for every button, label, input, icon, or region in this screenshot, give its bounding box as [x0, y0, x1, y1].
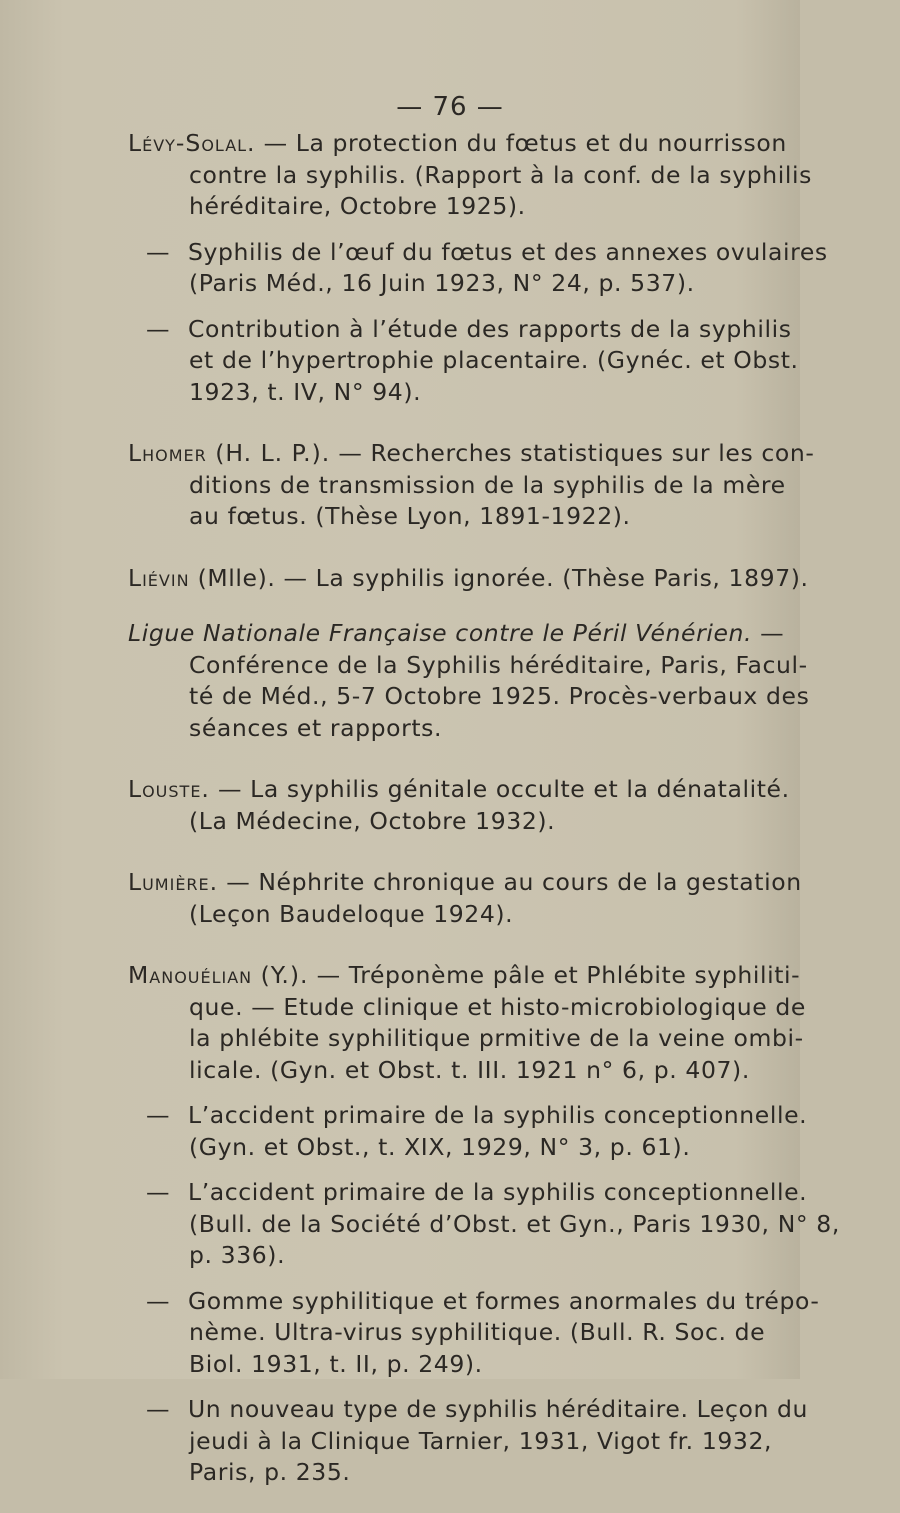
entry-author: Lumière. [128, 868, 219, 896]
entry-text: nème. Ultra-virus syphilitique. (Bull. R. Soc. de [189, 1318, 766, 1346]
ditto-dash: — [146, 1286, 171, 1315]
entry-text: — Néphrite chronique au cours de la gestation [218, 868, 802, 896]
entry-text: Conférence de la Syphilis héréditaire, Paris, Facul- [189, 650, 808, 679]
entry-text: que. — Etude clinique et histo-microbiologique de [189, 992, 806, 1021]
bibliography-entry-lumiere [128, 867, 802, 930]
bibliography-entry-lievin [128, 563, 809, 595]
bibliography-entry-ligue-nationale [128, 618, 810, 744]
entry-author: Manouélian (Y.). [128, 961, 309, 989]
bibliography-entry-sub [128, 1100, 808, 1163]
bibliography-entry-sub [128, 1177, 840, 1272]
entry-text: contre la syphilis. (Rapport à la conf. de la syphilis [189, 160, 812, 189]
entry-text: au fœtus. (Thèse Lyon, 1891-1922). [189, 502, 631, 530]
bibliography-entry-sub [128, 1286, 820, 1381]
entry-author: Louste. [128, 775, 210, 803]
entry-text: Syphilis de l’œuf du fœtus et des annexes ovulaires [188, 237, 828, 266]
entry-text: Gomme syphilitique et formes anormales du trépo- [188, 1286, 820, 1315]
entry-text: Paris, p. 235. [189, 1458, 351, 1486]
ditto-dash: — [146, 1178, 171, 1206]
entry-text: Biol. 1931, t. II, p. 249). [189, 1349, 483, 1378]
page-number: — 76 — [396, 92, 504, 122]
entry-text: 1923, t. IV, N° 94). [189, 377, 422, 406]
entry-author: Ligue Nationale Française contre le Péril Vénérien. [128, 619, 753, 647]
ditto-dash: — [146, 1395, 171, 1423]
entry-text: (Mlle). — La syphilis ignorée. (Thèse Paris, 1897). [189, 563, 809, 592]
ditto-dash: — [146, 314, 171, 343]
bibliography-entry-louste [128, 774, 790, 837]
entry-text: — Tréponème pâle et Phlébite syphiliti- [308, 961, 801, 989]
entry-text: L’accident primaire de la syphilis conceptionnelle. [188, 1101, 808, 1129]
entry-text: — Recherches statistiques sur les con- [330, 439, 815, 467]
entry-text: (Gyn. et Obst., t. XIX, 1929, N° 3, p. 61). [189, 1132, 691, 1161]
entry-text: — [752, 619, 785, 647]
entry-text: Un nouveau type de syphilis héréditaire. Leçon du [188, 1395, 809, 1423]
bibliography-list [128, 128, 840, 1513]
entry-text: (Paris Méd., 16 Juin 1923, N° 24, p. 537). [189, 269, 695, 297]
entry-text: (Leçon Baudeloque 1924). [189, 899, 514, 928]
entry-text: (La Médecine, Octobre 1932). [189, 806, 556, 835]
entry-text: héréditaire, Octobre 1925). [189, 192, 526, 220]
bibliography-entry-sub [128, 237, 828, 300]
entry-text: (Bull. de la Société d’Obst. et Gyn., Paris 1930, N° 8, [189, 1209, 840, 1238]
bibliography-entry-manouelian [128, 960, 806, 1086]
entry-text: séances et rapports. [189, 713, 443, 742]
bibliography-entry-levy-solal [128, 128, 812, 223]
bibliography-entry-sub [128, 1394, 809, 1489]
entry-text: et de l’hypertrophie placentaire. (Gynéc. et Obst. [189, 346, 799, 374]
entry-text: L’accident primaire de la syphilis conceptionnelle. [188, 1178, 808, 1206]
entry-text: Contribution à l’étude des rapports de la syphilis [188, 314, 792, 343]
entry-text: ditions de transmission de la syphilis de la mère [189, 470, 786, 499]
entry-text: p. 336). [189, 1241, 286, 1269]
bibliography-entry-lhomer [128, 438, 815, 533]
entry-text: — La protection du fœtus et du nourrisson [255, 129, 787, 157]
entry-text: té de Méd., 5-7 Octobre 1925. Procès-verbaux des [189, 682, 810, 710]
entry-text: jeudi à la Clinique Tarnier, 1931, Vigot fr. 1932, [189, 1426, 773, 1455]
ditto-dash: — [146, 1101, 171, 1129]
entry-author: Lhomer (H. L. P.). [128, 439, 331, 467]
entry-author: Liévin [128, 563, 190, 592]
entry-text: la phlébite syphilitique prmitive de la veine ombi- [189, 1024, 804, 1052]
entry-text: — La syphilis génitale occulte et la dénatalité. [209, 775, 790, 803]
entry-text: licale. (Gyn. et Obst. t. III. 1921 n° 6, p. 407). [189, 1055, 750, 1084]
entry-author: Lévy-Solal. [128, 129, 256, 157]
ditto-dash: — [146, 237, 171, 266]
bibliography-entry-sub [128, 314, 799, 409]
